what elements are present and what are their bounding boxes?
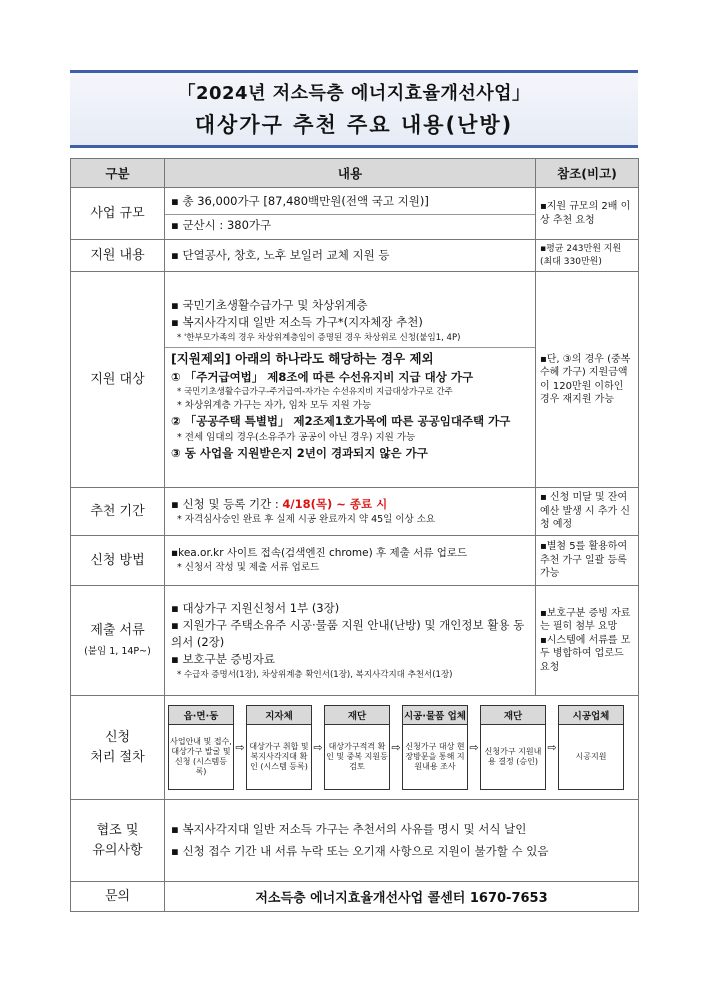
- docs-item2: ▪ 지원가구 주택소유주 시공·물품 지원 안내(난방) 및 개인정보 활용 동의서 (2장): [171, 617, 525, 650]
- process-label1: 신청: [104, 730, 131, 745]
- process-step-head: 지자체: [247, 706, 311, 725]
- target-note1: * '한부모가족의 경우 차상위계층임이 증명된 경우 차상위로 신청(붙임1, 4P): [177, 332, 461, 343]
- method-item1: ▪kea.or.kr 사이트 접속(검색엔진 chrome) 후 제출 서류 업로드: [171, 546, 468, 559]
- target-excl1: ① 「주거급여법」 제8조에 따른 수선유지비 지급 대상 가구: [171, 370, 474, 384]
- title-box: [70, 70, 638, 148]
- support-label: 지원 내용: [71, 240, 165, 272]
- scale-label: 사업 규모: [71, 188, 165, 240]
- process-arrow: ⇨: [469, 741, 479, 754]
- process-step-head: 시공업체: [559, 706, 623, 725]
- row-process: [71, 696, 639, 800]
- process-step: [558, 705, 624, 790]
- process-arrow: ⇨: [235, 741, 245, 754]
- row-method: [71, 536, 639, 586]
- method-ref: ▪별첨 5를 활용하여 추천 가구 일괄 등록 가능: [536, 536, 639, 586]
- process-label2: 처리 절차: [90, 749, 145, 765]
- caution-item1: ▪ 복지사각지대 일반 저소득 가구는 추천서의 사유를 명시 및 서식 날인: [171, 821, 527, 836]
- row-target: [71, 272, 639, 488]
- target-item2: ▪ 복지사각지대 일반 저소득 가구*(지자체장 추천): [171, 315, 423, 330]
- target-content: [165, 272, 536, 488]
- scale-content: [165, 188, 536, 240]
- caution-label2: 유의사항: [92, 842, 143, 858]
- title-line1: 「2024년 저소득층 에너지효율개선사업」: [177, 83, 531, 104]
- target-ref: ▪단, ③의 경우 (중복수혜 가구) 지원금액이 120만원 이하인 경우 재지원 가능: [536, 272, 639, 488]
- process-step-body: 신청가구 지원내용 결정 (승인): [484, 747, 542, 766]
- header-category: 구분: [71, 159, 165, 188]
- docs-ref2: ▪시스템에 서류를 모두 병합하여 업로드 요청: [540, 634, 631, 673]
- process-step-body: 사업안내 및 접수, 대상가구 발굴 및 신청 (시스템등록): [170, 737, 232, 776]
- support-ref: ▪평균 243만원 지원 (최대 330만원): [536, 240, 639, 272]
- row-period: [71, 488, 639, 536]
- process-label-cell: [71, 696, 165, 800]
- process-step-head: 읍·면·동: [169, 706, 233, 725]
- contact-value: 저소득층 에너지효율개선사업 콜센터 1670-7653: [165, 882, 639, 912]
- scale-item1: ▪ 총 36,000가구 [87,480백만원(전액 국고 지원)]: [171, 194, 429, 209]
- target-note4: * 전세 임대의 경우(소유주가 공공이 아닌 경우) 지원 가능: [177, 431, 416, 443]
- process-content: [165, 696, 639, 800]
- process-arrow: ⇨: [313, 741, 323, 754]
- target-excl-title: [지원제외] 아래의 하나라도 해당하는 경우 제외: [171, 351, 434, 367]
- target-excl3: ③ 동 사업을 지원받은지 2년이 경과되지 않은 가구: [171, 445, 428, 460]
- scale-item2: ▪ 군산시 : 380가구: [171, 217, 272, 232]
- period-date: 4/18(목) ~ 종료 시: [282, 496, 388, 511]
- period-ref: ▪ 신청 미달 및 잔여 예산 발생 시 추가 신청 예정: [536, 488, 639, 536]
- period-label: 추천 기간: [71, 488, 165, 536]
- row-support: [71, 240, 639, 272]
- scale-ref: ▪지원 규모의 2배 이상 추천 요청: [536, 188, 639, 240]
- process-step-body: 시공지원: [575, 752, 607, 761]
- caution-content: [165, 800, 639, 882]
- target-note2: * 국민기초생활수급가구-주거급여-자가는 수선유지비 지급대상가구로 간주: [177, 387, 453, 398]
- period-content: [165, 488, 536, 536]
- header-content: 내용: [165, 159, 536, 188]
- target-label: 지원 대상: [71, 272, 165, 488]
- info-table: [70, 158, 639, 912]
- process-step: [246, 705, 312, 790]
- method-content: [165, 536, 536, 586]
- process-step: [324, 705, 390, 790]
- header-reference: 참조(비고): [536, 159, 639, 188]
- process-step-body: 대상가구 취합 및 복지사각지대 확인 (시스템 등록): [249, 742, 309, 771]
- docs-item3: ▪ 보호구분 증빙자료: [171, 652, 275, 667]
- caution-label-cell: [71, 800, 165, 882]
- period-note: * 자격심사승인 완료 후 실제 시공 완료까지 약 45일 이상 소요: [177, 514, 436, 525]
- caution-item2: ▪ 신청 접수 기간 내 서류 누락 또는 오기재 사항으로 지원이 불가할 수 있음: [171, 843, 549, 858]
- header-row: [71, 159, 639, 188]
- process-step-body: 신청가구 대상 현장방문을 통해 지원내용 조사: [405, 742, 465, 771]
- target-item1: ▪ 국민기초생활수급가구 및 차상위계층: [171, 298, 368, 312]
- process-step: [168, 705, 234, 790]
- process-flow: [166, 701, 637, 794]
- row-caution: [71, 800, 639, 882]
- docs-ref: [536, 586, 639, 696]
- row-contact: [71, 882, 639, 912]
- method-label: 신청 방법: [71, 536, 165, 586]
- period-item: [171, 496, 529, 513]
- docs-ref1: ▪보호구분 증빙 자료는 필히 첨부 요망: [540, 607, 631, 633]
- caution-label1: 협조 및: [96, 823, 139, 838]
- process-step-head: 재단: [325, 706, 389, 725]
- process-arrow: ⇨: [547, 741, 557, 754]
- process-step: [480, 705, 546, 790]
- docs-label: 제출 서류: [90, 623, 145, 638]
- target-excl2: ② 「공공주택 특별법」 제2조제1호가목에 따른 공공임대주택 가구: [171, 414, 511, 429]
- process-arrow: ⇨: [391, 741, 401, 754]
- row-scale: [71, 188, 639, 240]
- docs-label-cell: [71, 586, 165, 696]
- row-docs: [71, 586, 639, 696]
- docs-label-sub: (붙임 1, 14P~): [84, 645, 151, 657]
- process-step-body: 대상가구적격 확인 및 중복 지원등 검토: [326, 742, 388, 771]
- period-item-prefix: ▪ 신청 및 등록 기간 :: [171, 496, 283, 511]
- title-line2: 대상가구 추천 주요 내용(난방): [194, 113, 514, 137]
- support-item1: ▪ 단열공사, 창호, 노후 보일러 교체 지원 등: [165, 240, 536, 272]
- docs-note: * 수급자 증명서(1장), 차상위계층 확인서(1장), 복지사각지대 추천서(1장): [177, 669, 453, 680]
- docs-item1: ▪ 대상가구 지원신청서 1부 (3장): [171, 600, 340, 615]
- process-step-head: 재단: [481, 706, 545, 725]
- process-step-head: 시공·물품 업체: [403, 706, 467, 725]
- method-note: * 신청서 작성 및 제출 서류 업로드: [177, 562, 320, 574]
- process-step: [402, 705, 468, 790]
- contact-label: 문의: [71, 882, 165, 912]
- target-note3: * 차상위계층 가구는 자가, 임차 모두 지원 가능: [177, 400, 372, 411]
- docs-content: [165, 586, 536, 696]
